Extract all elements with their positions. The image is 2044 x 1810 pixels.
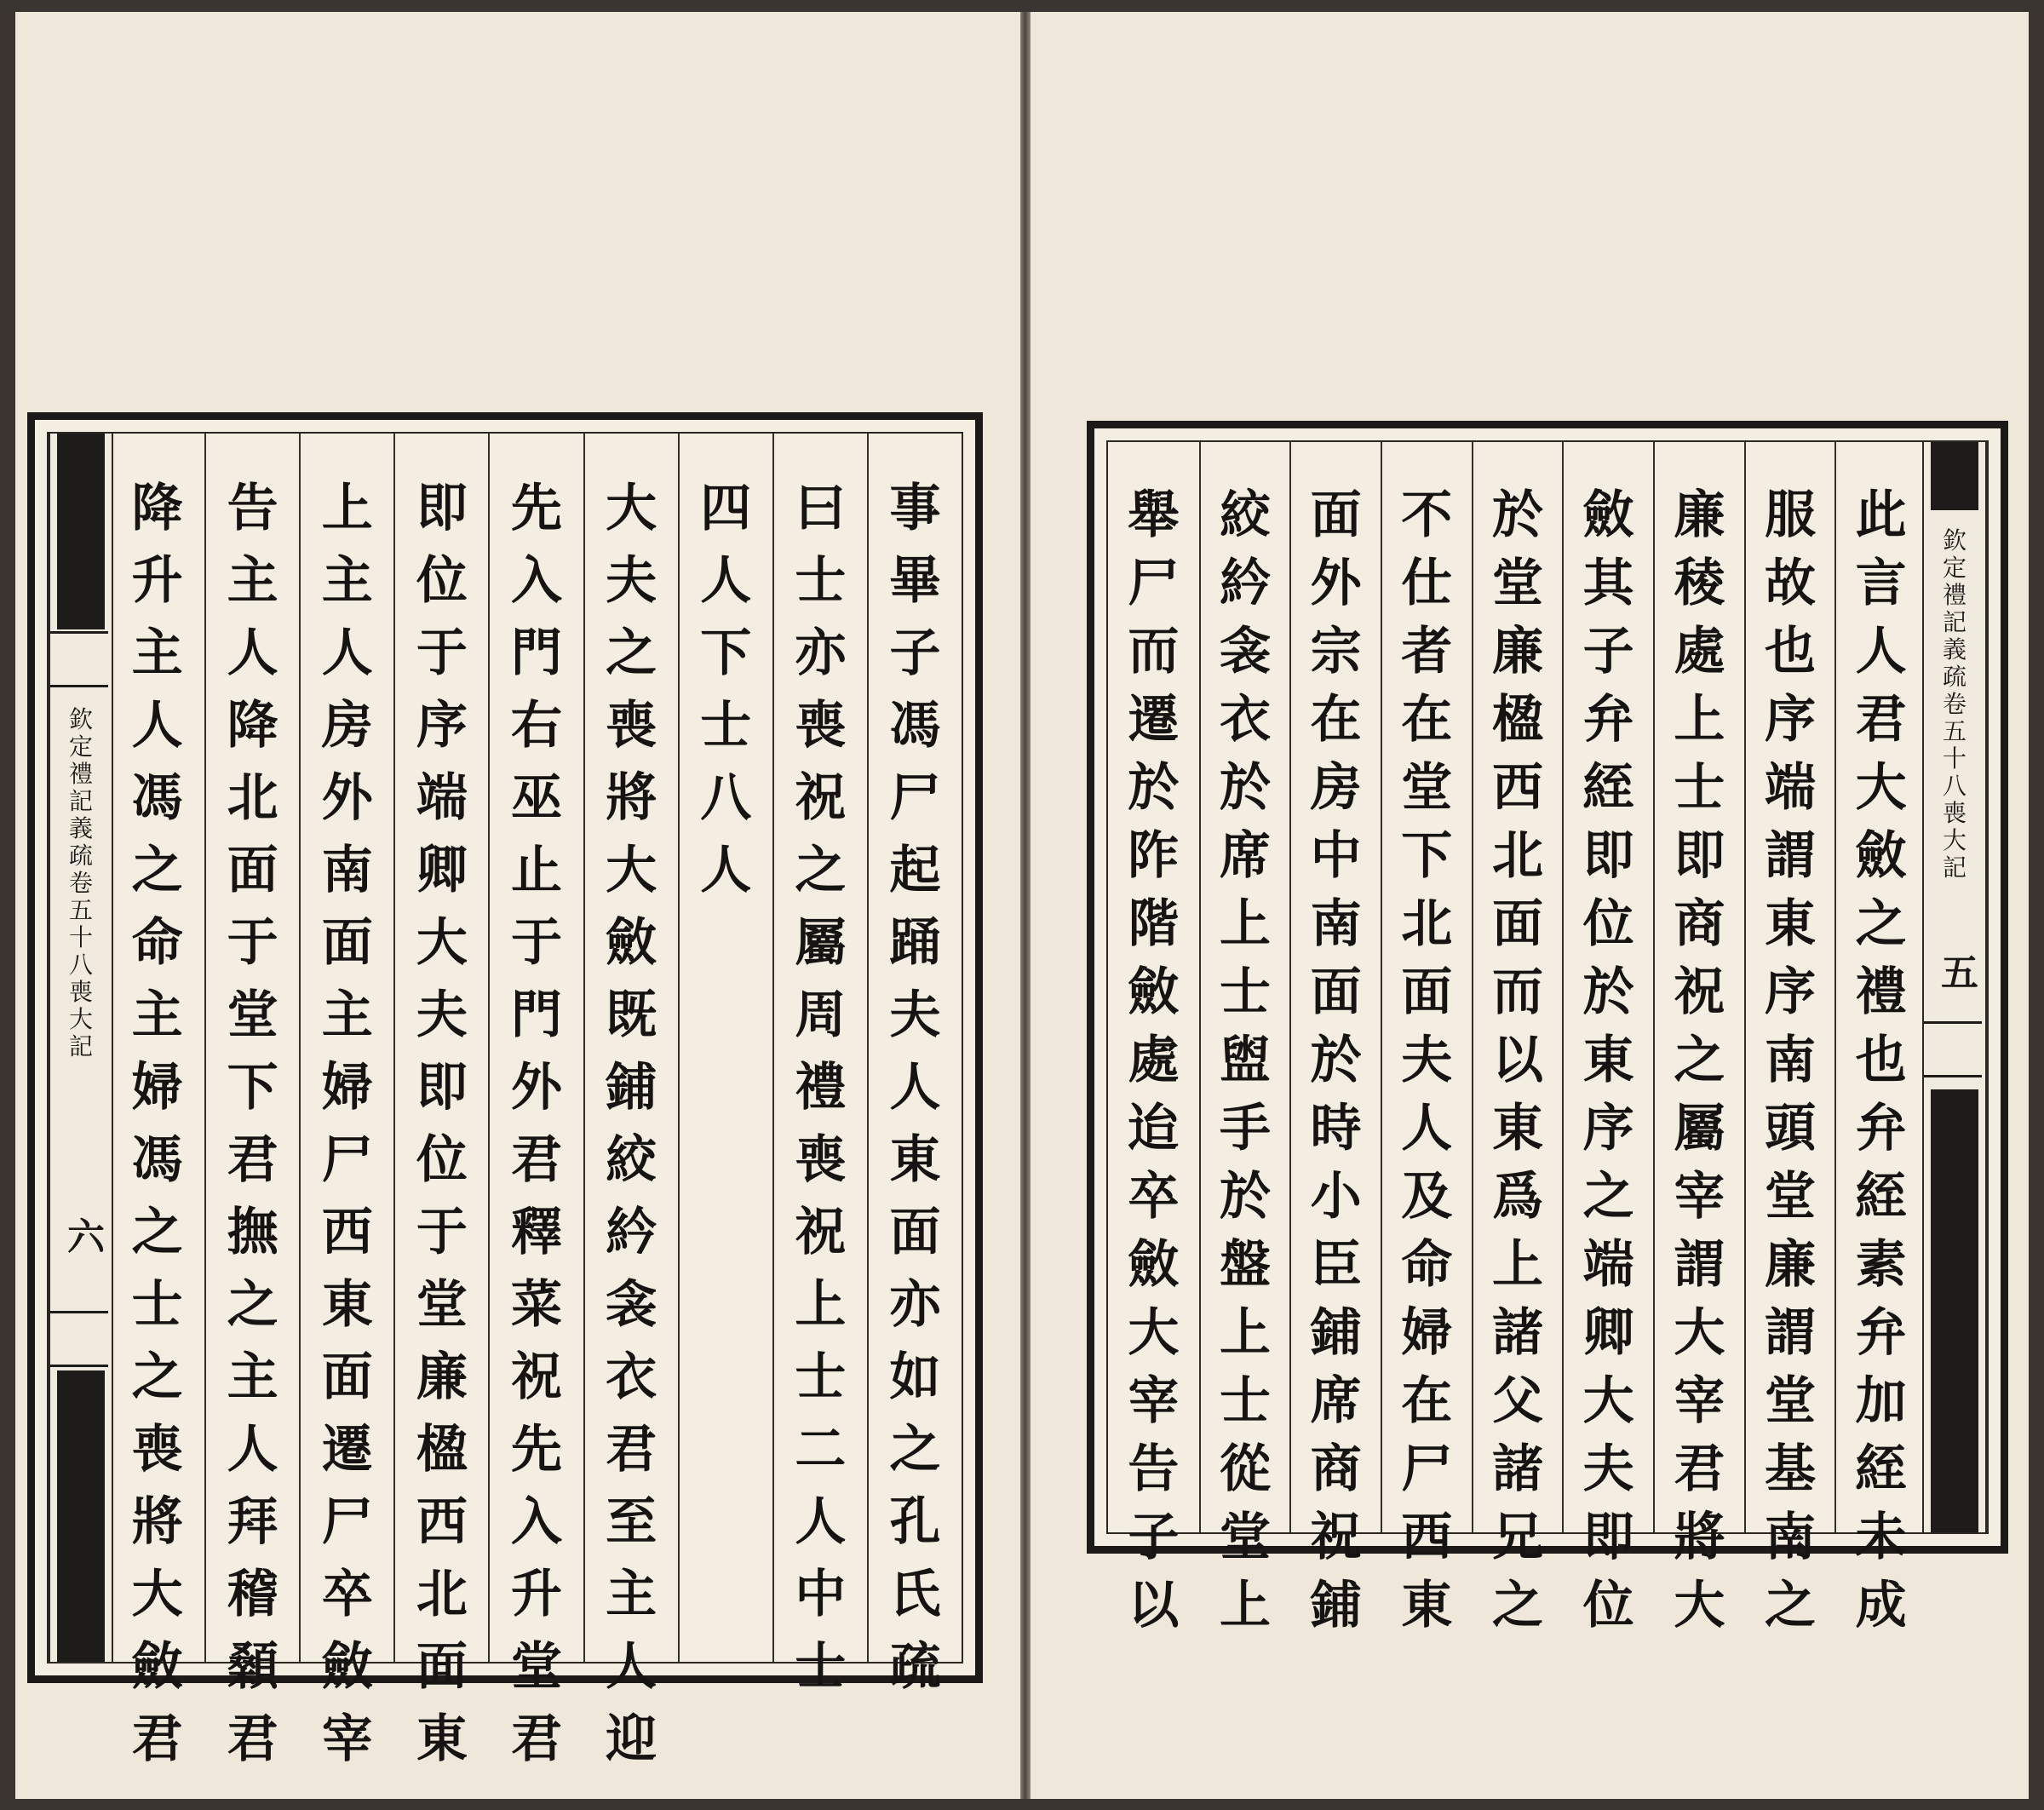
right-page-column-text: 廉稜處上士即商祝之屬宰謂大宰君將大 (1674, 486, 1725, 1635)
left-page-column-text: 上主人房外南面主婦尸西東面遷尸卒斂宰 (321, 479, 373, 1769)
book-gutter (1020, 12, 1031, 1799)
left-page-black-mouth-top (57, 434, 105, 629)
right-page-frame (1087, 421, 2008, 1635)
right-page-column-text: 舉尸而遷於阼階斂處迨卒斂大宰告子以 (1128, 486, 1180, 1635)
right-page-column-text: 不仕者在堂下北面夫人及命婦在尸西東 (1401, 486, 1453, 1635)
left-page-column (299, 434, 393, 1769)
right-page-column (1472, 442, 1563, 1635)
right-page-column (1653, 442, 1744, 1635)
left-page-column (678, 434, 772, 1662)
left-page-frame (27, 412, 983, 1769)
left-page-column (488, 434, 583, 1769)
right-page-column (1744, 442, 1835, 1635)
left-page-black-mouth-bottom (57, 1370, 105, 1662)
left-page-column (110, 434, 204, 1769)
right-page-column-text: 面外宗在房中南面於時小臣鋪席商祝鋪 (1310, 486, 1362, 1635)
right-page-column-text: 絞紟衾衣於席上士盥手於盤上士從堂上 (1219, 486, 1271, 1635)
left-page-fishtail-bottom (50, 1311, 108, 1367)
left-page-column-text: 先入門右巫止于門外君釋菜祝先入升堂君 (511, 479, 562, 1769)
left-page-column-text: 四人下士八人 (700, 479, 752, 900)
left-page-column-text: 事畢子馮尸起踊夫人東面亦如之孔氏疏 (889, 479, 941, 1697)
left-page-column-text: 曰士亦喪祝之屬周禮喪祝上士二人中士 (795, 479, 847, 1697)
left-page-column (583, 434, 678, 1769)
right-page-black-mouth-top (1931, 442, 1978, 510)
left-page (15, 12, 1020, 1799)
left-page-text-area (47, 432, 963, 1769)
left-page-column-text: 告主人降北面于堂下君撫之主人拜稽顙君 (227, 479, 278, 1769)
left-page-banxin (49, 434, 113, 1662)
right-page-column (1562, 442, 1653, 1635)
left-page-column (393, 434, 488, 1769)
left-page-column-text: 即位于序端卿大夫即位于堂廉楹西北面東 (416, 479, 468, 1769)
left-page-column-text: 降升主人馮之命主婦馮之士之喪將大斂君 (131, 479, 183, 1769)
right-page-fishtail (1924, 1021, 1982, 1077)
right-page-column-text: 此言人君大斂之禮也弁絰素弁加絰未成 (1855, 486, 1907, 1635)
left-page-column (204, 434, 299, 1769)
right-page-text-area (1106, 440, 1989, 1635)
right-page-black-mouth-bottom (1931, 1089, 1978, 1532)
right-page-column (1289, 442, 1381, 1635)
right-page-column (1199, 442, 1290, 1635)
right-page-column-text: 斂其子弁絰即位於東序之端卿大夫即位 (1582, 486, 1634, 1635)
right-page-column (1834, 442, 1926, 1635)
left-page-column (867, 434, 962, 1697)
left-page-folio: 六 (67, 1215, 105, 1259)
left-page-columns (110, 434, 962, 1769)
right-page-column (1108, 442, 1199, 1635)
right-page-running-title: 欽定禮記義疏卷五十八喪大記 (1942, 526, 1966, 882)
left-page-column (772, 434, 867, 1697)
right-page-banxin (1922, 442, 1987, 1532)
right-page-columns (1108, 442, 1926, 1635)
left-page-column-text: 大夫之喪將大斂既鋪絞紟衾衣君至主人迎 (606, 479, 657, 1769)
left-page-fishtail-top (50, 631, 108, 687)
book-spread (15, 12, 2029, 1799)
right-page-folio: 五 (1941, 951, 1978, 995)
right-page-column-text: 服故也序端謂東序南頭堂廉謂堂基南之 (1764, 486, 1816, 1635)
right-page (1031, 12, 2029, 1799)
right-page-column (1381, 442, 1472, 1635)
left-page-running-title: 欽定禮記義疏卷五十八喪大記 (68, 705, 93, 1060)
right-page-column-text: 於堂廉楹西北面而以東爲上諸父諸兄之 (1491, 486, 1543, 1635)
